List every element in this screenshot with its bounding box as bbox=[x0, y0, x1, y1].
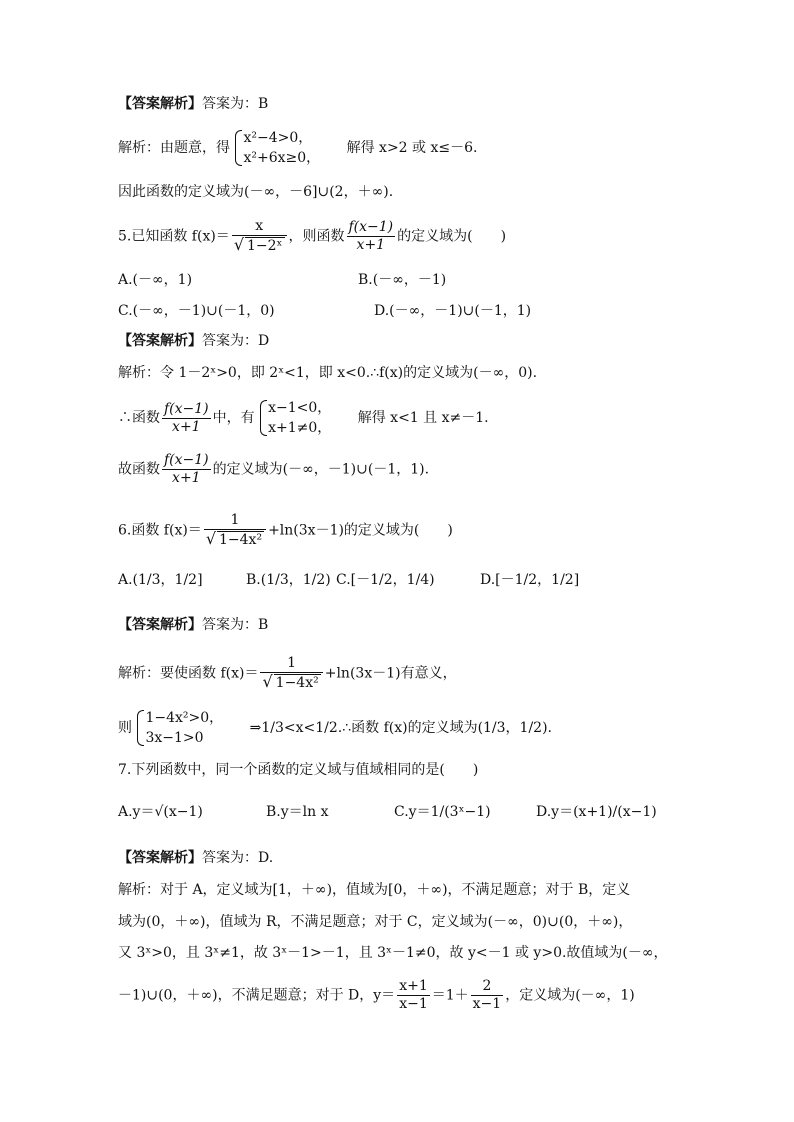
numerator: f(x−1) bbox=[164, 400, 209, 417]
radicand: 1−2ˣ bbox=[247, 238, 283, 254]
analysis-line bbox=[118, 708, 552, 748]
option-a: A.y＝√(x−1) bbox=[118, 804, 203, 820]
analysis-line: 域为(0，＋∞)，值域为 R，不满足题意；对于 C，定义域为(－∞，0)∪(0，＋∞)， bbox=[118, 914, 633, 930]
options-row bbox=[118, 802, 657, 822]
analysis-text: +ln(3x－1)有意义， bbox=[324, 665, 457, 682]
analysis-line bbox=[118, 655, 457, 692]
analysis-text: 解得 x<1 且 x≠－1. bbox=[357, 410, 489, 426]
equation-system bbox=[234, 128, 320, 168]
denominator: x+1 bbox=[172, 418, 201, 435]
question-text: 5.已知函数 f(x)＝ bbox=[118, 228, 230, 245]
equation-system bbox=[136, 708, 223, 748]
numerator: 1 bbox=[204, 512, 266, 530]
conclusion-line: 因此函数的定义域为(－∞，－6]∪(2，＋∞). bbox=[118, 184, 394, 200]
option-b: B.(1/3，1/2) bbox=[246, 572, 331, 588]
analysis-text: －1)∪(0，＋∞)，不满足题意；对于 D，y＝ bbox=[118, 987, 396, 1004]
analysis-text: 解析：由题意，得 bbox=[118, 140, 230, 156]
denominator: √ 1−4x² bbox=[262, 672, 319, 691]
option-a: A.(－∞，1) bbox=[118, 272, 193, 288]
system-row: x+1≠0， bbox=[268, 420, 332, 436]
option-b: B.(－∞，－1) bbox=[358, 272, 447, 288]
denominator: x+1 bbox=[356, 237, 386, 253]
answer-header bbox=[118, 94, 268, 114]
option-b: B.y＝ln x bbox=[266, 804, 329, 820]
options-row bbox=[118, 301, 532, 321]
analysis-text: 的定义域为(－∞，－1)∪(－1，1). bbox=[212, 461, 430, 478]
analysis-line: 解析：对于 A，定义域为[1，＋∞)，值域为[0，＋∞)，不满足题意；对于 B，定义 bbox=[118, 882, 631, 898]
option-c: C.y＝1/(3ˣ−1) bbox=[394, 804, 491, 820]
fraction bbox=[471, 978, 504, 1013]
answer-header bbox=[118, 331, 269, 351]
answer-header bbox=[118, 848, 273, 868]
analysis-text: ＝1＋ bbox=[431, 987, 469, 1004]
numerator: f(x−1) bbox=[164, 452, 209, 468]
option-d: D.y＝(x+1)/(x−1) bbox=[536, 804, 657, 820]
answer-tag: 【答案解析】 bbox=[118, 333, 202, 349]
analysis-line: 解析：令 1－2ˣ>0，即 2ˣ<1，即 x<0.∴f(x)的定义域为(－∞，0). bbox=[118, 365, 538, 381]
question-text: 的定义域为( ) bbox=[397, 228, 507, 245]
question-text: +ln(3x－1)的定义域为( ) bbox=[268, 522, 453, 539]
analysis-line: 又 3ˣ>0，且 3ˣ≠1，故 3ˣ－1>－1，且 3ˣ－1≠0，故 y<－1 或 y>0.故值域为(－∞， bbox=[118, 945, 668, 961]
denominator: x−1 bbox=[399, 996, 428, 1012]
answer-tag: 【答案解析】 bbox=[118, 96, 202, 112]
system-row: 3x−1>0 bbox=[145, 730, 204, 746]
analysis-text: ∴函数 bbox=[118, 410, 160, 426]
analysis-text: 则 bbox=[118, 720, 132, 736]
question-text: 6.函数 f(x)＝ bbox=[118, 522, 202, 539]
analysis-text: 解得 x>2 或 x≤－6. bbox=[346, 140, 478, 156]
option-d: D.(－∞，－1)∪(－1，1) bbox=[374, 303, 532, 319]
analysis-line bbox=[118, 398, 489, 438]
radicand: 1−4x² bbox=[219, 532, 263, 548]
analysis-line bbox=[118, 128, 477, 168]
fraction bbox=[204, 512, 266, 549]
answer-value: 答案为：D. bbox=[202, 850, 274, 866]
answer-value: 答案为：D bbox=[202, 333, 270, 349]
numerator: x+1 bbox=[399, 978, 428, 994]
denominator: √ 1−4x² bbox=[205, 529, 263, 548]
analysis-line bbox=[118, 452, 429, 487]
option-d: D.[－1/2，1/2] bbox=[480, 572, 580, 588]
fraction bbox=[162, 401, 211, 436]
analysis-line bbox=[118, 978, 635, 1013]
numerator: 1 bbox=[260, 655, 322, 673]
numerator: f(x−1) bbox=[348, 219, 394, 235]
option-a: A.(1/3，1/2] bbox=[118, 572, 203, 588]
radicand: 1−4x² bbox=[275, 675, 319, 691]
fraction bbox=[232, 218, 287, 255]
option-c: C.(－∞，－1)∪(－1，0) bbox=[118, 303, 275, 319]
answer-tag: 【答案解析】 bbox=[118, 850, 202, 866]
options-row bbox=[118, 270, 447, 290]
fraction bbox=[397, 978, 430, 1013]
answer-value: 答案为：B bbox=[202, 96, 269, 112]
question-text: ，则函数 bbox=[288, 228, 345, 245]
question-5 bbox=[118, 218, 506, 255]
question-6 bbox=[118, 512, 453, 549]
answer-tag: 【答案解析】 bbox=[118, 617, 202, 633]
question-7: 7.下列函数中，同一个函数的定义域与值域相同的是( ) bbox=[118, 762, 479, 778]
numerator: x bbox=[232, 218, 287, 236]
analysis-text: ，定义域为(－∞，1) bbox=[505, 987, 635, 1004]
fraction bbox=[260, 655, 322, 692]
equation-system bbox=[259, 398, 331, 438]
denominator: x−1 bbox=[472, 996, 502, 1012]
answer-value: 答案为：B bbox=[202, 617, 269, 633]
system-row: 1−4x²>0， bbox=[145, 710, 224, 726]
denominator: x+1 bbox=[172, 470, 201, 486]
fraction bbox=[162, 452, 211, 487]
fraction bbox=[347, 219, 396, 254]
system-row: x−1<0， bbox=[268, 400, 332, 416]
option-c: C.[－1/2，1/4) bbox=[336, 572, 435, 588]
analysis-text: ⇒1/3<x<1/2.∴函数 f(x)的定义域为(1/3，1/2). bbox=[249, 720, 553, 736]
options-row bbox=[118, 570, 580, 590]
denominator: √ 1−2ˣ bbox=[233, 235, 283, 254]
system-row: x²−4>0， bbox=[243, 130, 313, 146]
analysis-text: 中，有 bbox=[212, 410, 255, 426]
answer-header bbox=[118, 615, 268, 635]
system-row: x²+6x≥0， bbox=[243, 150, 321, 166]
analysis-text: 解析：要使函数 f(x)＝ bbox=[118, 665, 259, 682]
numerator: 2 bbox=[471, 978, 504, 996]
analysis-text: 故函数 bbox=[118, 461, 160, 478]
